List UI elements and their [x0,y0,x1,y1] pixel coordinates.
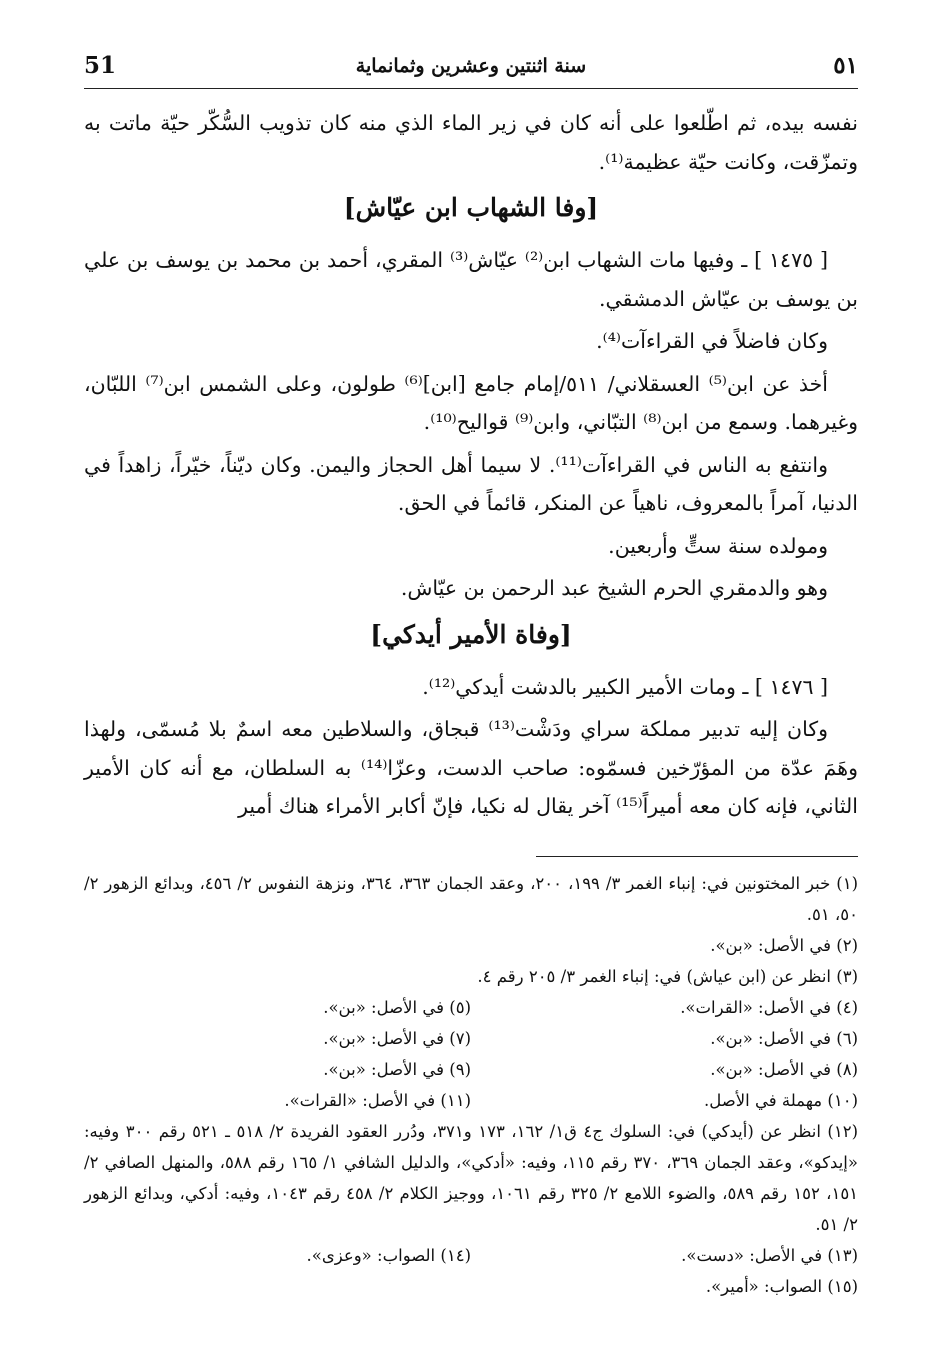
page-number-arabic: ٥١ [833,52,858,79]
footnote: (٥) في الأصل: «بن». [323,998,471,1017]
paragraph: [ ١٤٧٦ ] ـ ومات الأمير الكبير بالدشت أيدكي⁽¹²⁾. [422,674,828,699]
footnote: (٧) في الأصل: «بن». [323,1029,471,1048]
paragraph: ومولده سنة ستٍّ وأربعين. [608,533,828,558]
footnote: (٣) انظر عن (ابن عياش) في: إنباء الغمر ٣/ ٢٠٥ رقم ٤. [477,967,858,986]
page-header [84,52,858,89]
footnote: (٦) في الأصل: «بن». [710,1029,858,1048]
footnote-row [84,1023,858,1054]
footnote: (٨) في الأصل: «بن». [710,1060,858,1079]
paragraph: وكان فاضلاً في القراءآت⁽⁴⁾. [596,329,828,353]
paragraph: نفسه بيده، ثم اطّلعوا على أنه كان في زير الماء الذي منه كان تذويب السُّكّر حيّة ماتت به وتمزّقت، وكانت حيّة عظيمة⁽¹⁾. [84,111,858,174]
footnote: (٤) في الأصل: «القرات». [680,998,858,1017]
footnote-row [84,1240,858,1271]
footnotes [84,868,858,1302]
paragraph: وهو والدمقري الحرم الشيخ عبد الرحمن بن عيّاش. [400,576,828,600]
footnote-row [84,1085,858,1116]
page-number-latin: 51 [84,52,117,79]
footnote: (١٥) الصواب: «أمير». [705,1277,858,1296]
footnote: (٩) في الأصل: «بن». [323,1060,471,1079]
running-title: سنة اثنتين وعشرين وثمانماية [355,55,587,77]
paragraph: وكان إليه تدبير مملكة سراي ودَشْت⁽¹³⁾ قبجاق، والسلاطين معه اسمٌ بلا مُسمّى، ولهذا وهَمَ عدّة من المؤرّخين فسمّوه: صاحب الدست، وعزّا⁽¹⁴⁾ به السلطان، مع أنه كان الأمير الثاني، فإنه كان معه أميراً⁽¹⁵⁾ آخر يقال له نكيا، فإنّ أكابر الأمراء هناك أمير [84,717,858,818]
footnote: (١٣) في الأصل: «دست». [681,1246,858,1265]
footnote-separator [536,856,858,857]
footnote-row [84,992,858,1023]
main-text [84,104,858,830]
footnote: (١٠) مهملة في الأصل. [703,1091,858,1110]
footnote: (١٢) انظر عن (أيدكي) في: السلوك ج٤ ق١/ ١٦٢، ١٧٣ و٣٧١، ودُرر العقود الفريدة ٢/ ٥١٨ ـ ٥٢١ رقم ٣٠٠ وفيه: «إيدكو»، وعقد الجمان ٣٦٩، ٣٧٠ رقم ١١٥، وفيه: «أدكي»، والدليل الشافي ١/ ١٦٥ رقم ٥٨٨، والمنهل الصافي ٢/ ١٥١، ١٥٢ رقم ٥٨٩، والضوء اللامع ٢/ ٣٢٥ رقم ١٠٦١، ووجيز الكلام ٢/ ٤٥٨ رقم ١٠٤٣، وفيه: أدكي، وبدائع الزهور ٢/ ٥١. [84,1122,859,1234]
paragraph: [ ١٤٧٥ ] ـ وفيها مات الشهاب ابن⁽²⁾ عيّاش⁽³⁾ المقري، أحمد بن محمد بن يوسف بن علي بن يوسف بن عيّاش الدمشقي. [84,248,858,311]
paragraph: وانتفع به الناس في القراءآت⁽¹¹⁾. لا سيما أهل الحجاز واليمن. وكان ديّناً، خيّراً، زاهداً في الدنيا، آمراً بالمعروف، ناهياً عن المنكر، قائماً في الحق. [84,452,858,515]
paragraph: أخذ عن ابن⁽⁵⁾ العسقلاني/ ٥١١/إمام جامع [ابن]⁽⁶⁾ طولون، وعلى الشمس ابن⁽⁷⁾ اللبّان، وغيرهما. وسمع من ابن⁽⁸⁾ التبّاني، وابن⁽⁹⁾ قواليح⁽¹⁰⁾. [84,371,858,434]
footnote: (١٤) الصواب: «وعزى». [306,1246,471,1265]
section-title: [وفا الشهاب ابن عيّاش] [343,193,599,222]
section-title: [وفاة الأمير أيدكي] [370,619,572,649]
footnote: (١١) في الأصل: «القرات». [284,1091,471,1110]
footnote: (٢) في الأصل: «بن». [710,936,858,955]
footnote: (١) خبر المختونين في: إنباء الغمر ٣/ ١٩٩، ٢٠٠، وعقد الجمان ٣٦٣، ٣٦٤، ونزهة النفوس ٢/ ٤٥٦، وبدائع الزهور ٢/ ٥٠، ٥١. [84,874,859,924]
footnote-row [84,1054,858,1085]
